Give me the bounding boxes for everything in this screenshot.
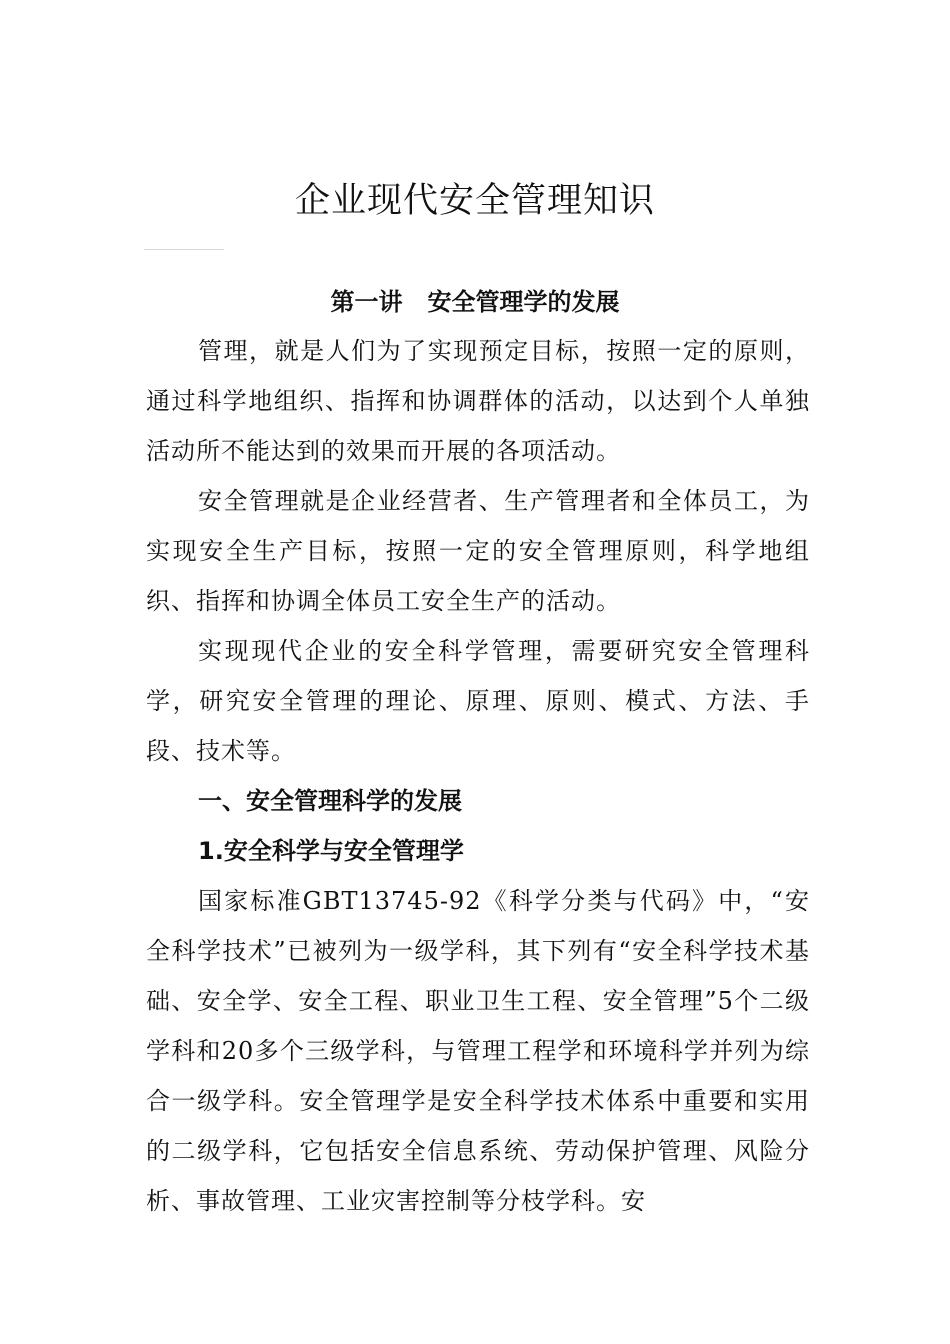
subsection-heading: 1.安全科学与安全管理学 [198, 837, 464, 865]
lecture-heading: 第一讲 安全管理学的发展 [330, 288, 620, 316]
paragraph-safety-management-definition: 安全管理就是企业经营者、生产管理者和全体员工，为实现安全生产目标，按照一定的安全管理原则，科学地组织、指挥和协调全体员工安全生产的活动。 [146, 487, 810, 615]
document-title: 企业现代安全管理知识 [294, 181, 655, 221]
section-heading: 一、安全管理科学的发展 [198, 787, 462, 815]
paragraph-national-standard: 国家标准GBT13745-92《科学分类与代码》中，“安全科学技术”已被列为一级学科，其下列有“安全科学技术基础、安全学、安全工程、职业卫生工程、安全管理”5个二级学科和20多个三级学科，与管理工程学和环境科学并列为综合一级学科。安全管理学是安全科学技术体系中重要和实用的二级学科，它包括安全信息系统、劳动保护管理、风险分析、事故管理、工业灾害控制等分枝学科。安 [146, 887, 810, 1215]
document-body [146, 326, 810, 1226]
title-divider [144, 249, 224, 250]
paragraph-modern-safety-management: 实现现代企业的安全科学管理，需要研究安全管理科学，研究安全管理的理论、原理、原则、模式、方法、手段、技术等。 [146, 637, 810, 765]
paragraph-management-definition: 管理，就是人们为了实现预定目标，按照一定的原则，通过科学地组织、指挥和协调群体的活动，以达到个人单独活动所不能达到的效果而开展的各项活动。 [146, 337, 810, 465]
